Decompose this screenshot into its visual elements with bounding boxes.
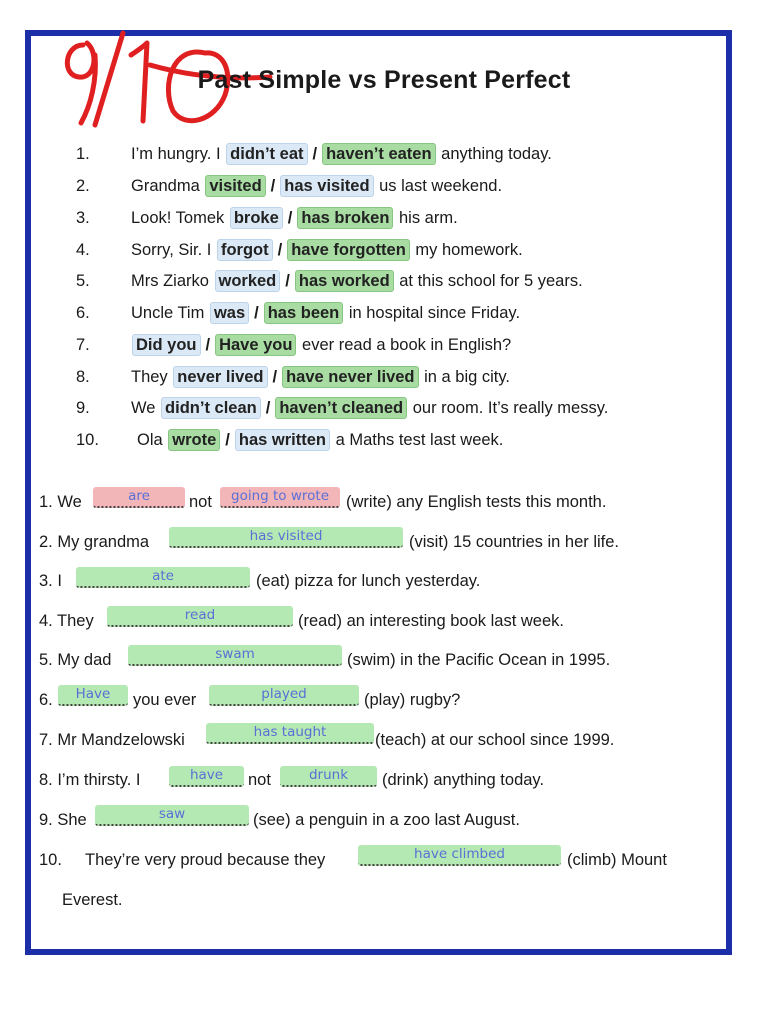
fill-label: 4. They	[39, 612, 94, 630]
option-a[interactable]: was	[210, 302, 249, 324]
sentence-start: We	[131, 399, 161, 417]
answer-blank[interactable]: are	[93, 487, 185, 508]
sentence	[131, 269, 583, 293]
answer-blank[interactable]: played	[209, 685, 359, 706]
sentence-start: Mrs Ziarko	[131, 272, 214, 290]
fill-label: 7. Mr Mandzelowski	[39, 731, 185, 749]
option-a[interactable]: broke	[230, 207, 283, 229]
fill-hint: (climb) Mount	[567, 851, 667, 869]
sentence	[131, 238, 523, 262]
option-a[interactable]: never lived	[173, 366, 267, 388]
fill-mid: you ever	[133, 691, 197, 709]
answer-blank[interactable]: going to wrote	[220, 487, 340, 508]
option-a[interactable]: Did you	[132, 334, 201, 356]
answer-blank[interactable]: has taught	[206, 723, 374, 744]
sentence	[131, 333, 511, 357]
answer-blank[interactable]: have climbed	[358, 845, 561, 866]
fill-mid: not	[189, 493, 212, 511]
fill-hint: (play) rugby?	[364, 691, 461, 709]
sentence-end: at this school for 5 years.	[394, 272, 583, 290]
sentence	[131, 301, 520, 325]
option-b[interactable]: have forgotten	[287, 239, 410, 261]
option-a[interactable]: forgot	[217, 239, 273, 261]
item-number: 6.	[76, 304, 90, 322]
answer-blank[interactable]: drunk	[280, 766, 377, 787]
option-separator: /	[277, 241, 283, 259]
option-separator: /	[254, 304, 259, 322]
item-number: 4.	[76, 241, 90, 259]
sentence	[131, 142, 552, 166]
item-number: 10.	[76, 431, 99, 449]
option-a[interactable]: visited	[205, 175, 265, 197]
sentence-end: his arm.	[394, 209, 458, 227]
sentence-end: us last weekend.	[374, 177, 503, 195]
option-b[interactable]: Have you	[215, 334, 296, 356]
sentence-start: Sorry, Sir. I	[131, 241, 216, 259]
fill-mid: not	[248, 771, 271, 789]
fill-label: 6.	[39, 691, 53, 709]
answer-blank[interactable]: Have	[58, 685, 128, 706]
fill-hint: (teach) at our school since 1999.	[375, 731, 615, 749]
sentence-end: our room. It’s really messy.	[408, 399, 609, 417]
answer-blank[interactable]: read	[107, 606, 293, 627]
page-title: Past Simple vs Present Perfect	[197, 66, 571, 94]
option-b[interactable]: haven’t cleaned	[275, 397, 407, 419]
sentence-end: a Maths test last week.	[330, 431, 504, 449]
fill-hint: (write) any English tests this month.	[346, 493, 607, 511]
fill-label: 9. She	[39, 811, 87, 829]
item-number: 8.	[76, 368, 90, 386]
fill-row-10-continued: Everest.	[62, 891, 123, 909]
option-b[interactable]: has worked	[295, 270, 394, 292]
option-b[interactable]: haven’t eaten	[322, 143, 435, 165]
fill-label: 2. My grandma	[39, 533, 150, 551]
sentence-start: Ola	[137, 431, 168, 449]
item-number: 7.	[76, 336, 90, 354]
option-a[interactable]: didn’t clean	[161, 397, 261, 419]
option-separator: /	[205, 336, 211, 354]
sentence-start: Look! Tomek	[131, 209, 229, 227]
option-separator: /	[225, 431, 230, 449]
option-b[interactable]: has visited	[280, 175, 373, 197]
fill-pre: They’re very proud because they	[85, 851, 326, 869]
sentence-end: anything today.	[436, 145, 552, 163]
option-b[interactable]: have never lived	[282, 366, 418, 388]
sentence-end: ever read a book in English?	[297, 336, 512, 354]
option-separator: /	[272, 368, 278, 386]
option-a[interactable]: didn’t eat	[226, 143, 307, 165]
fill-label: 10.	[39, 851, 62, 869]
sentence	[131, 206, 458, 230]
fill-hint: (read) an interesting book last week.	[298, 612, 564, 630]
fill-hint: (drink) anything today.	[382, 771, 545, 789]
sentence	[137, 428, 503, 452]
answer-blank[interactable]: have	[169, 766, 244, 787]
sentence-end: in a big city.	[419, 368, 510, 386]
option-separator: /	[312, 145, 318, 163]
item-number: 5.	[76, 272, 90, 290]
fill-hint: (eat) pizza for lunch yesterday.	[256, 572, 481, 590]
answer-blank[interactable]: saw	[95, 805, 249, 826]
option-separator: /	[265, 399, 271, 417]
option-b[interactable]: has broken	[297, 207, 393, 229]
answer-blank[interactable]: has visited	[169, 527, 403, 548]
option-separator: /	[285, 272, 290, 290]
option-b[interactable]: has been	[264, 302, 344, 324]
sentence-start: Uncle Tim	[131, 304, 209, 322]
option-separator: /	[270, 177, 276, 195]
fill-hint: (swim) in the Pacific Ocean in 1995.	[347, 651, 611, 669]
item-number: 1.	[76, 145, 90, 163]
fill-label: 5. My dad	[39, 651, 112, 669]
fill-label: 3. I	[39, 572, 62, 590]
fill-hint: (visit) 15 countries in her life.	[409, 533, 619, 551]
sentence	[131, 396, 608, 420]
answer-blank[interactable]: swam	[128, 645, 342, 666]
sentence	[131, 174, 502, 198]
item-number: 9.	[76, 399, 90, 417]
sentence-end: my homework.	[410, 241, 523, 259]
option-separator: /	[287, 209, 293, 227]
option-b[interactable]: has written	[235, 429, 330, 451]
fill-label: 1. We	[39, 493, 82, 511]
sentence-start: Grandma	[131, 177, 205, 195]
item-number: 3.	[76, 209, 90, 227]
sentence-start: I’m hungry. I	[131, 145, 226, 163]
sentence-start: They	[131, 368, 173, 386]
fill-label: 8. I’m thirsty. I	[39, 771, 141, 789]
option-a[interactable]: wrote	[168, 429, 220, 451]
fill-hint: (see) a penguin in a zoo last August.	[253, 811, 520, 829]
answer-blank[interactable]: ate	[76, 567, 250, 588]
option-a[interactable]: worked	[215, 270, 281, 292]
sentence-end: in hospital since Friday.	[344, 304, 521, 322]
sentence	[131, 365, 510, 389]
item-number: 2.	[76, 177, 90, 195]
